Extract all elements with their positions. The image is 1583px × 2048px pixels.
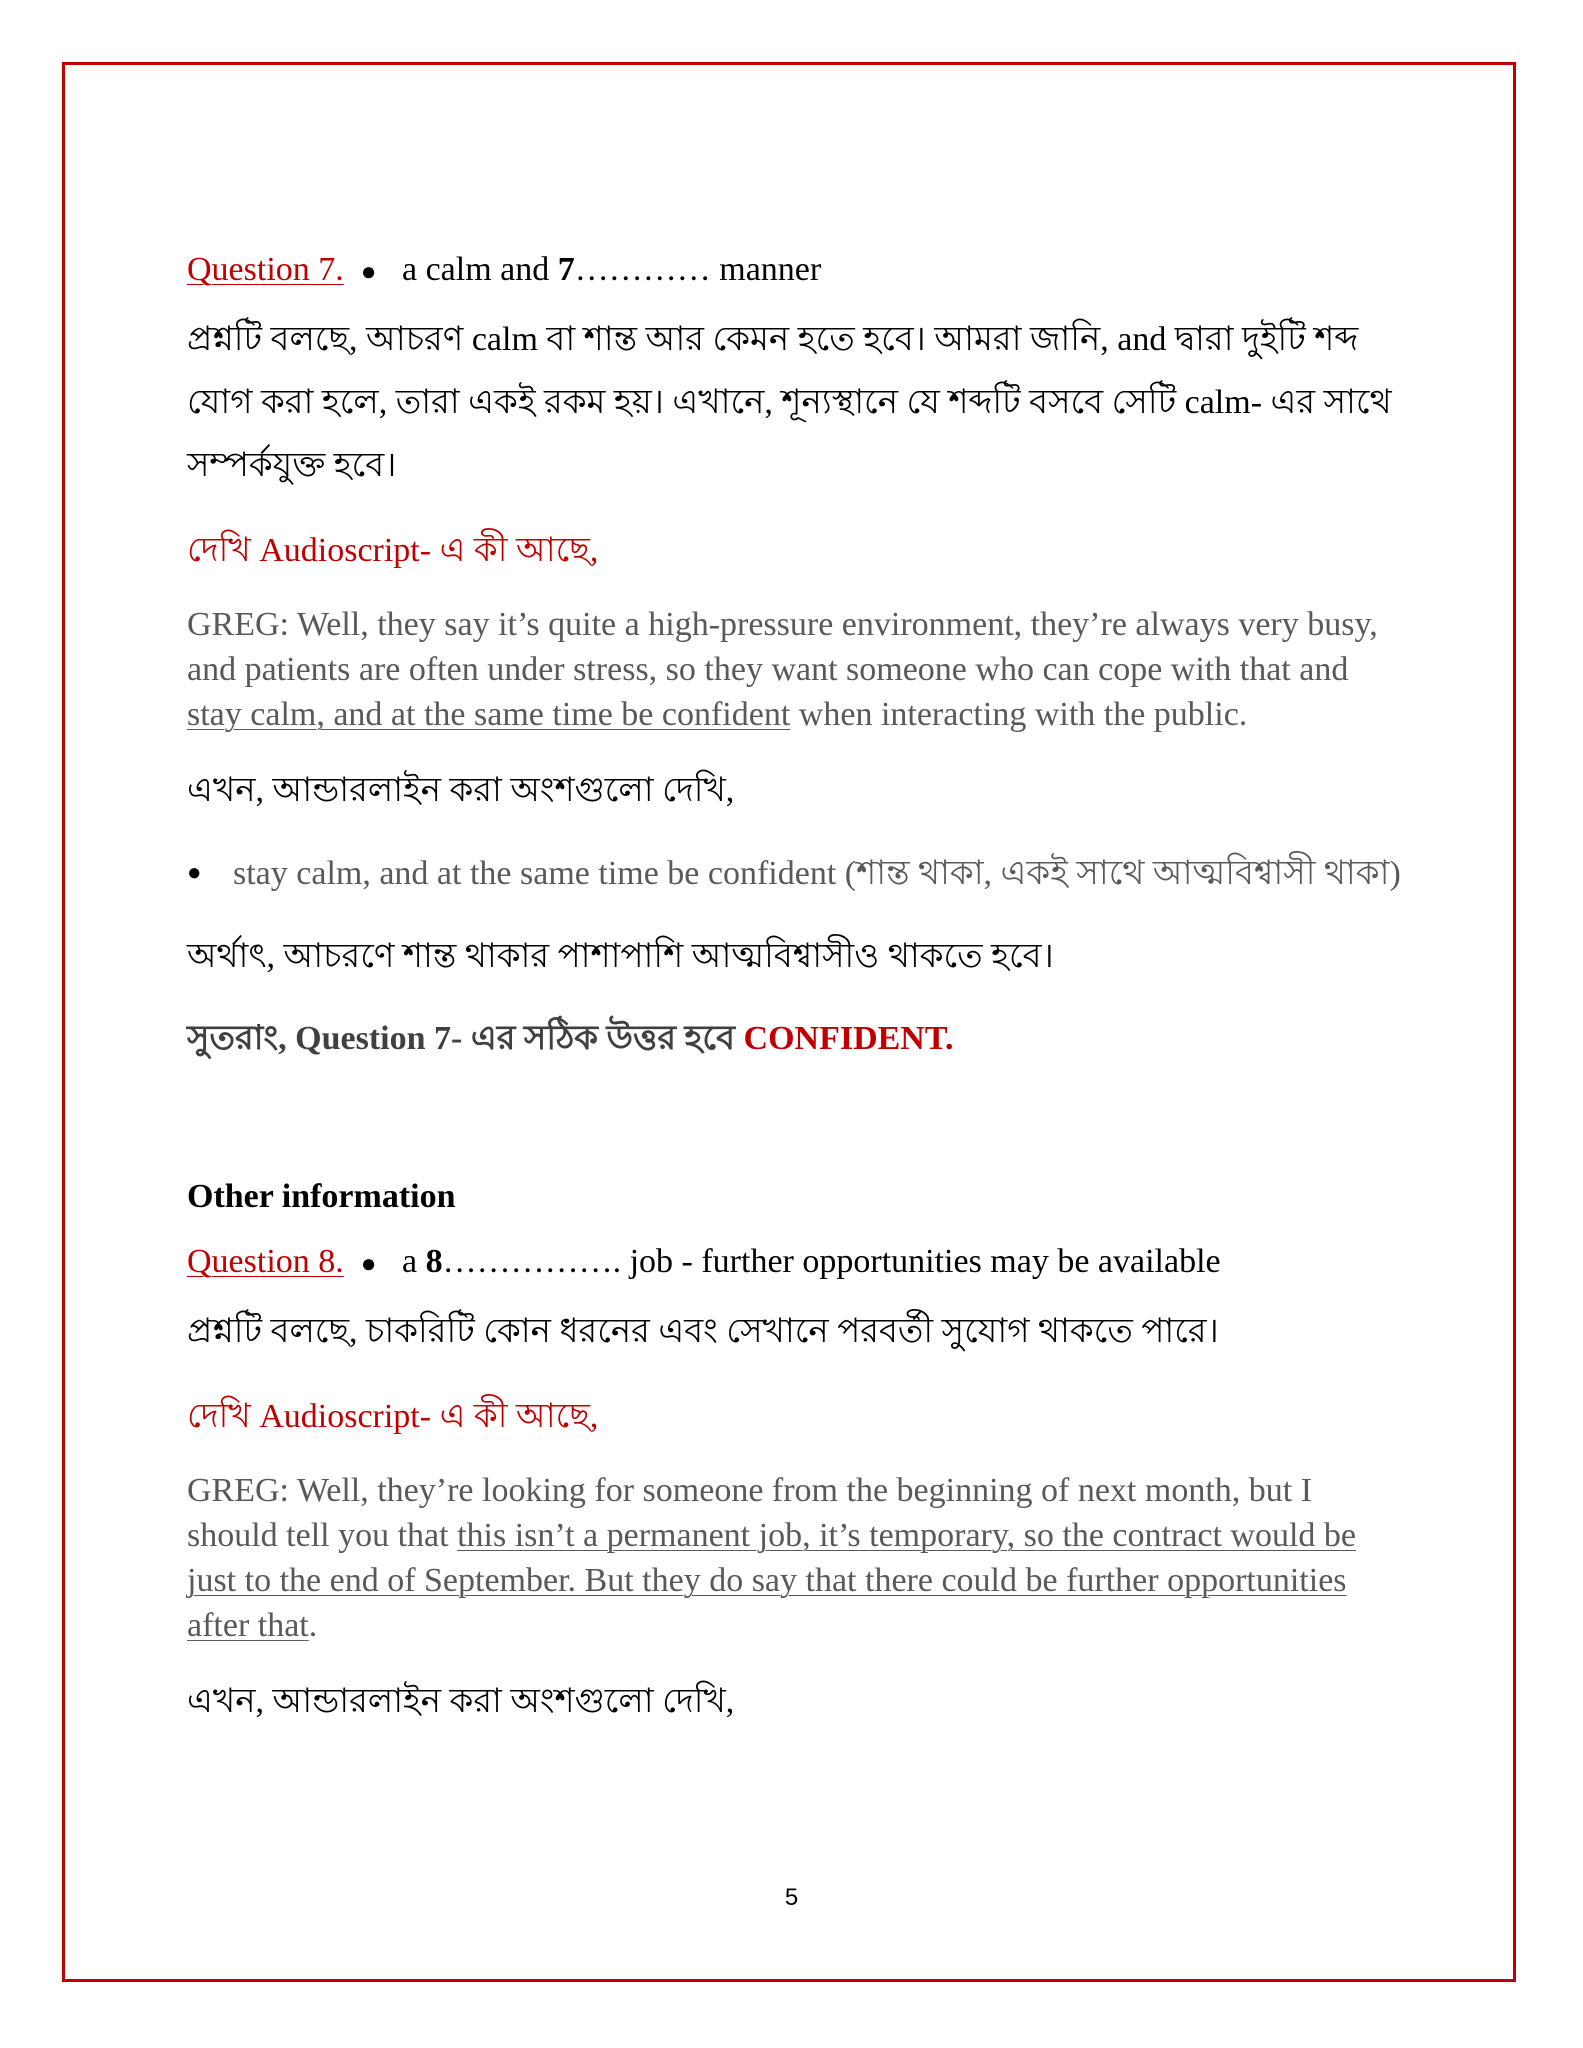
q8-prompt-post: ……………. job - further opportunities may be available (442, 1243, 1221, 1280)
q7-inference: অর্থাৎ, আচরণে শান্ত থাকার পাশাপাশি আত্মবিশ্বাসীও থাকতে হবে। (187, 938, 1054, 975)
q8-prompt-line (187, 1239, 1407, 1286)
q8-audioscript (187, 1468, 1407, 1648)
q7-underline-intro: এখন, আন্ডারলাইন করা অংশগুলো দেখি, (187, 772, 735, 809)
document-body (187, 247, 1407, 1733)
q7-script-underlined: stay calm, and at the same time be confident (187, 696, 791, 733)
q7-prompt-pre: a calm and (402, 251, 558, 288)
q8-audioscript-heading: দেখি Audioscript- এ কী আছে, (187, 1398, 599, 1435)
q7-bullet-text-en: stay calm, and at the same time be confident (233, 855, 845, 892)
bullet-dot-icon: ● (187, 860, 202, 886)
q7-prompt-line (187, 247, 1407, 294)
q7-script-pre: GREG: Well, they say it’s quite a high-pressure environment, they’re always very busy, and patients are often under stress, so they want someone who can cope with that and (187, 606, 1378, 688)
q8-bullet: ● (360, 1249, 377, 1278)
q7-bullet-text-bn: (শান্ত থাকা, একই সাথে আত্মবিশ্বাসী থাকা) (844, 855, 1401, 892)
q7-audioscript (187, 602, 1407, 737)
q7-answer-pre: সুতরাং, Question 7- এর সঠিক উত্তর হবে (187, 1020, 744, 1057)
q8-underline-intro: এখন, আন্ডারলাইন করা অংশগুলো দেখি, (187, 1683, 735, 1720)
q8-label: Question 8. (187, 1243, 344, 1280)
page-number: 5 (784, 1884, 799, 1911)
q8-script-underlined: this isn’t a permanent job, it’s temporary, so the contract would be just to the end of September. But they do say that there could be further opportunities after that (187, 1517, 1357, 1644)
q7-answer-line (187, 1014, 1407, 1064)
q8-prompt-pre: a (402, 1243, 426, 1280)
q7-audioscript-heading: দেখি Audioscript- এ কী আছে, (187, 532, 599, 569)
q8-script-post: . (308, 1607, 318, 1644)
q7-explanation: প্রশ্নটি বলছে, আচরণ calm বা শান্ত আর কেমন হতে হবে। আমরা জানি, and দ্বারা দুইটি শব্দ যোগ করা হলে, তারা একই রকম হয়। এখানে, শূন্যস্থানে যে শব্দটি বসবে সেটি calm- এর সাথে সম্পর্কযুক্ত হবে। (187, 321, 1392, 484)
q7-bullet-item (187, 842, 1407, 905)
section-spacer (187, 1064, 1407, 1174)
q7-prompt-number: 7 (557, 251, 575, 288)
q7-script-post: when interacting with the public. (790, 696, 1248, 733)
q7-label: Question 7. (187, 251, 344, 288)
q8-explanation: প্রশ্নটি বলছে, চাকরিটি কোন ধরনের এবং সেখানে পরবর্তী সুযোগ থাকতে পারে। (187, 1313, 1219, 1350)
q7-bullet: ● (360, 257, 377, 286)
q8-prompt-number: 8 (425, 1243, 443, 1280)
q7-prompt-post: ………… manner (574, 251, 822, 288)
other-information-heading: Other information (187, 1178, 456, 1215)
q7-answer: CONFIDENT. (743, 1020, 954, 1057)
q8-script-pre: GREG: Well, they’re looking for someone from the beginning of next month, but I should tell you that (187, 1472, 1313, 1554)
